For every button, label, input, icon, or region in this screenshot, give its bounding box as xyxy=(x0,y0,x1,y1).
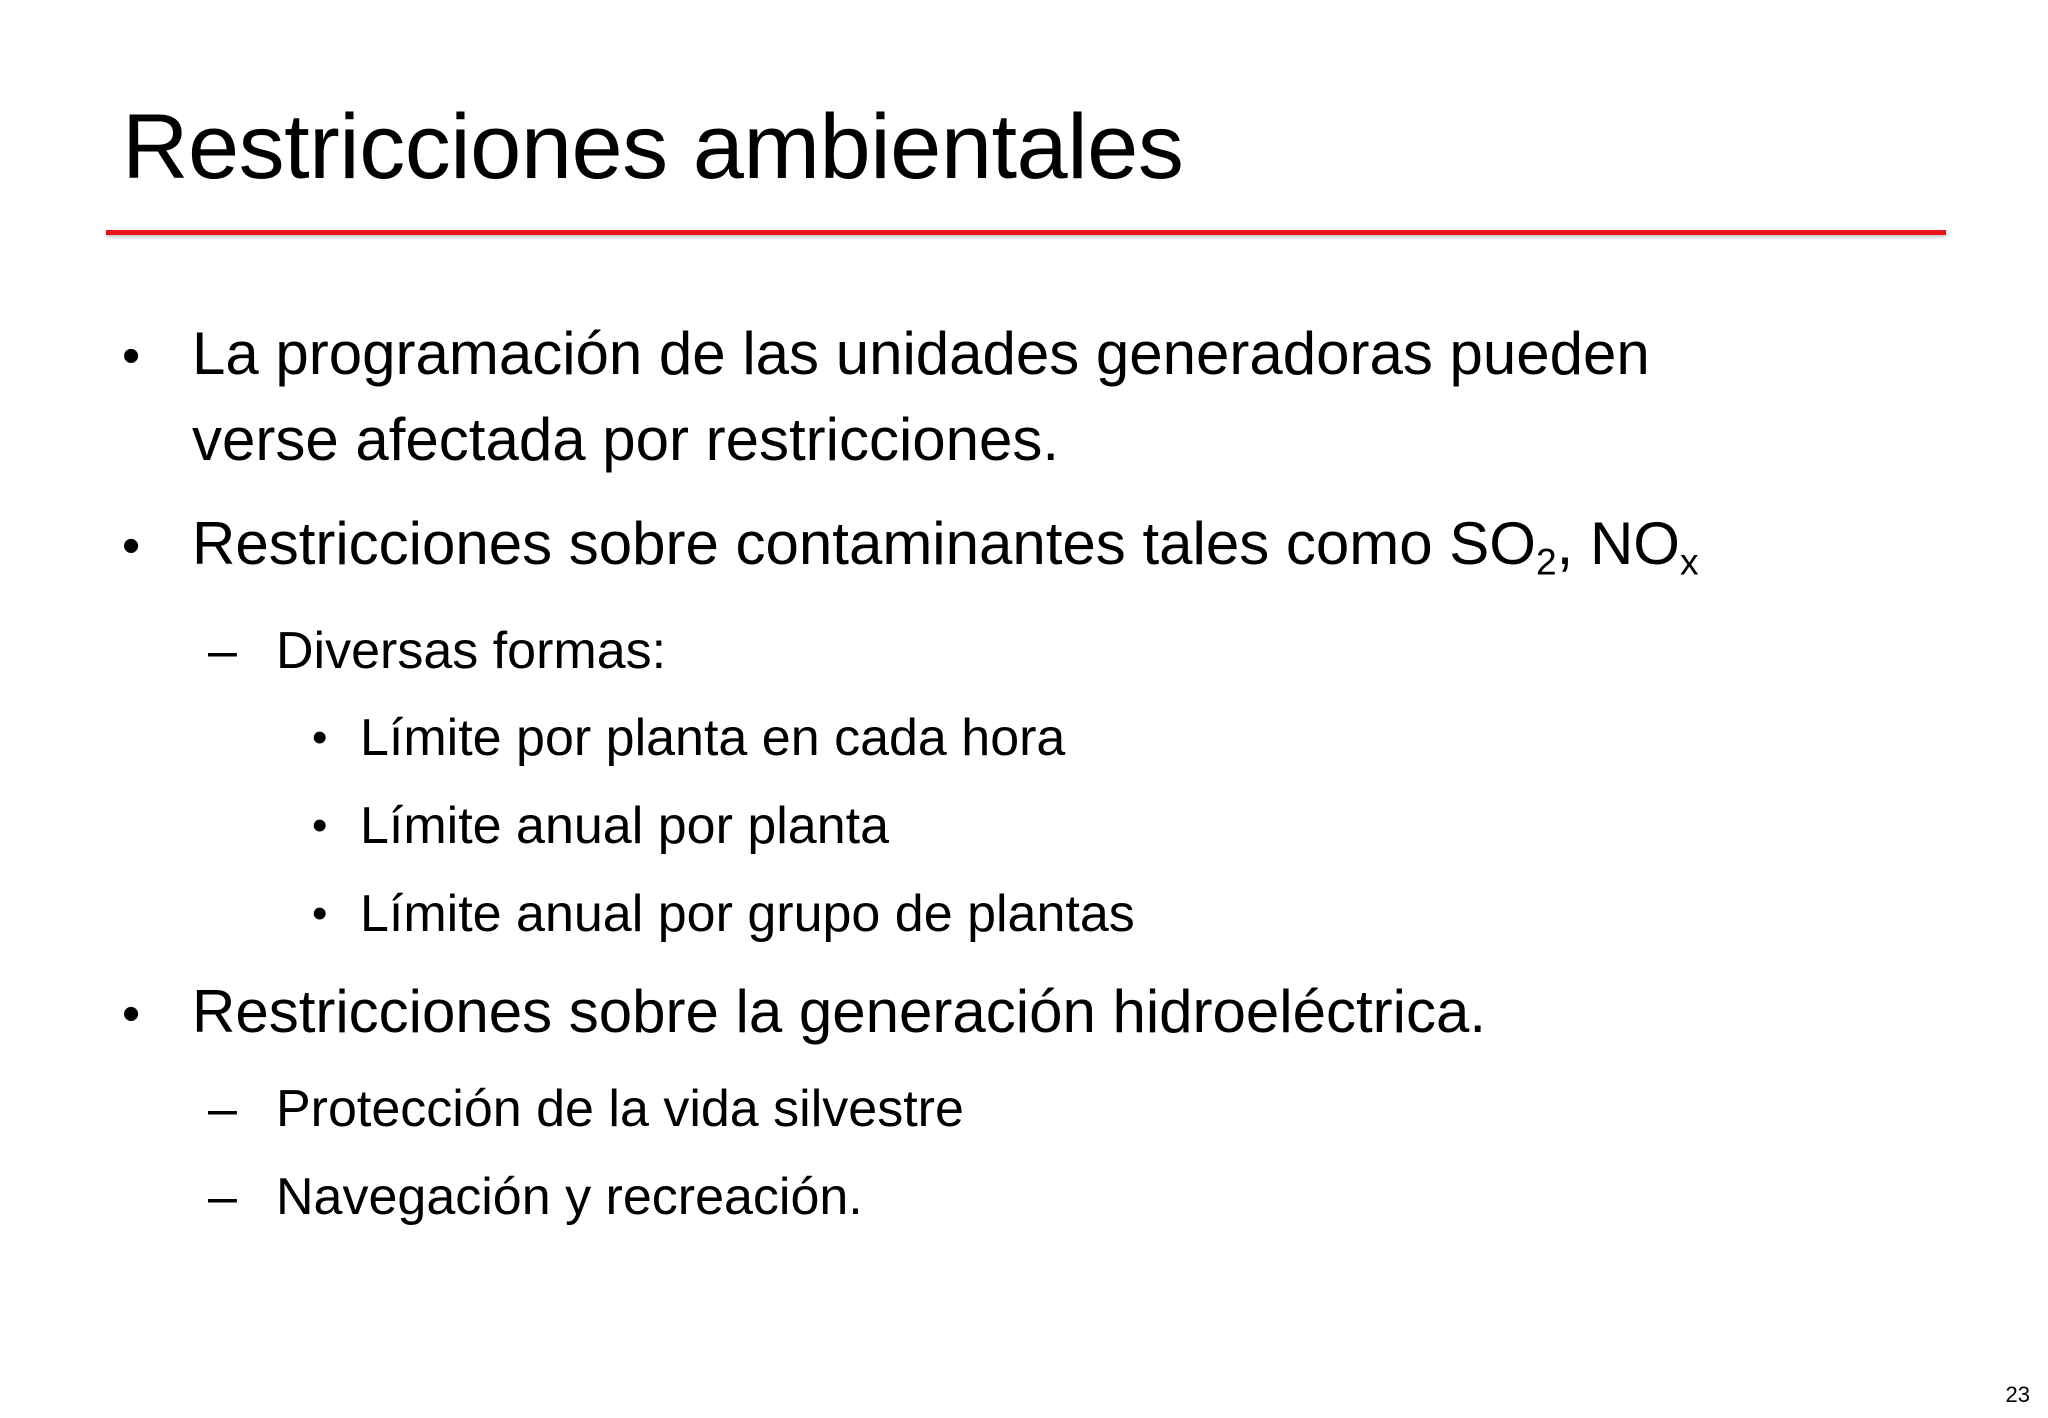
sub-item: Navegación y recreación. xyxy=(276,1168,863,1226)
subscript-x: x xyxy=(1679,540,1699,583)
subscript-2: 2 xyxy=(1535,540,1557,583)
title-underline xyxy=(106,230,1946,235)
bullet-icon: • xyxy=(312,801,328,850)
dash-icon: – xyxy=(208,622,237,680)
sub-item: Protección de la vida silvestre xyxy=(276,1080,964,1138)
sub-sub-item: Límite anual por grupo de plantas xyxy=(360,885,1135,943)
dash-icon: – xyxy=(208,1168,237,1226)
bullet-2-mid: , NO xyxy=(1556,510,1680,577)
bullet-1-line-2: verse afectada por restricciones. xyxy=(192,406,1060,473)
sub-item-diversas-formas: Diversas formas: xyxy=(276,622,667,680)
bullet-1-line-1: La programación de las unidades generadoras pueden xyxy=(192,320,1650,387)
bullet-icon: • xyxy=(122,327,141,385)
sub-sub-item: Límite anual por planta xyxy=(360,797,890,855)
bullet-2-line xyxy=(192,508,1699,583)
sub-sub-item: Límite por planta en cada hora xyxy=(360,709,1066,767)
bullet-icon: • xyxy=(312,713,328,762)
bullet-icon: • xyxy=(312,889,328,938)
slide-title: Restricciones ambientales xyxy=(122,96,1184,198)
page-number: 23 xyxy=(2005,1382,2030,1407)
bullet-icon: • xyxy=(122,985,141,1043)
bullet-3-line: Restricciones sobre la generación hidroeléctrica. xyxy=(192,978,1486,1045)
bullet-2-text: Restricciones sobre contaminantes tales como SO xyxy=(192,510,1536,577)
bullet-icon: • xyxy=(122,517,141,575)
dash-icon: – xyxy=(208,1080,237,1138)
